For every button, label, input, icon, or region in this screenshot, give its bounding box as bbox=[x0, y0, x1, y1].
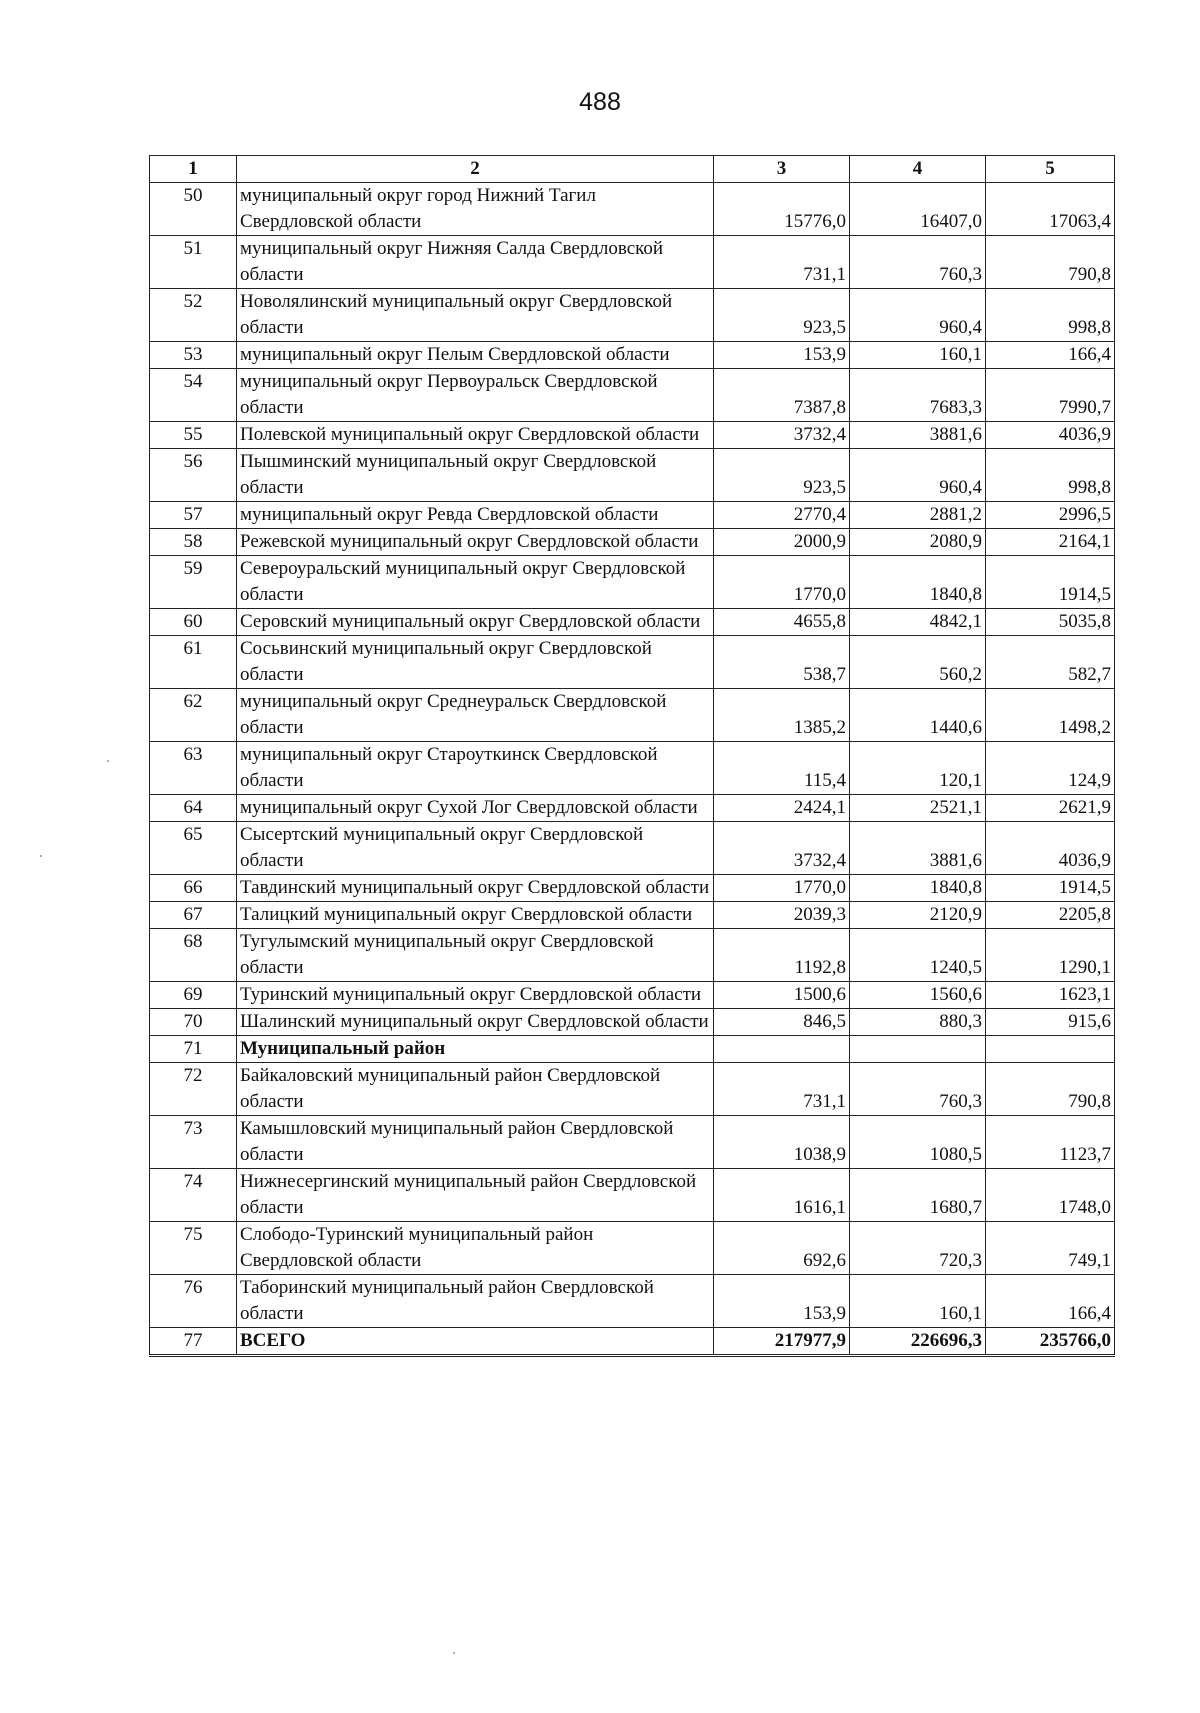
row-number-cell: 51 bbox=[150, 236, 237, 289]
row-number-cell: 50 bbox=[150, 183, 237, 236]
value-col5-cell: 1290,1 bbox=[986, 929, 1115, 982]
value-col3-cell: 2000,9 bbox=[714, 529, 850, 556]
row-number-cell: 74 bbox=[150, 1169, 237, 1222]
table-row bbox=[150, 1275, 1115, 1328]
value-col5-cell: 2164,1 bbox=[986, 529, 1115, 556]
row-number-cell: 76 bbox=[150, 1275, 237, 1328]
table-row bbox=[150, 1063, 1115, 1116]
table-row bbox=[150, 929, 1115, 982]
value-col4-cell: 2080,9 bbox=[850, 529, 986, 556]
value-col3-cell: 7387,8 bbox=[714, 369, 850, 422]
row-number-cell: 57 bbox=[150, 502, 237, 529]
municipality-name-cell: Пышминский муниципальный округ Свердловской области bbox=[237, 449, 714, 502]
value-col4-cell: 7683,3 bbox=[850, 369, 986, 422]
table-row bbox=[150, 369, 1115, 422]
value-col4-cell: 2521,1 bbox=[850, 795, 986, 822]
value-col3-cell: 1616,1 bbox=[714, 1169, 850, 1222]
value-col5-cell: 998,8 bbox=[986, 449, 1115, 502]
row-number-cell: 55 bbox=[150, 422, 237, 449]
row-number-cell: 65 bbox=[150, 822, 237, 875]
value-col3-cell bbox=[714, 1036, 850, 1063]
value-col5-cell: 1914,5 bbox=[986, 556, 1115, 609]
municipality-name-cell: Режевской муниципальный округ Свердловской области bbox=[237, 529, 714, 556]
value-col3-cell: 731,1 bbox=[714, 236, 850, 289]
municipality-name-cell: муниципальный округ Сухой Лог Свердловской области bbox=[237, 795, 714, 822]
row-number-cell: 54 bbox=[150, 369, 237, 422]
value-col3-cell: 217977,9 bbox=[714, 1328, 850, 1356]
value-col4-cell: 3881,6 bbox=[850, 822, 986, 875]
value-col4-cell: 160,1 bbox=[850, 1275, 986, 1328]
municipality-name-cell: Сосьвинский муниципальный округ Свердловской области bbox=[237, 636, 714, 689]
value-col4-cell bbox=[850, 1036, 986, 1063]
table-body bbox=[150, 183, 1115, 1356]
table-row bbox=[150, 982, 1115, 1009]
value-col5-cell: 2996,5 bbox=[986, 502, 1115, 529]
value-col5-cell: 2621,9 bbox=[986, 795, 1115, 822]
value-col5-cell bbox=[986, 1036, 1115, 1063]
row-number-cell: 58 bbox=[150, 529, 237, 556]
value-col3-cell: 1385,2 bbox=[714, 689, 850, 742]
value-col5-cell: 790,8 bbox=[986, 1063, 1115, 1116]
value-col4-cell: 1080,5 bbox=[850, 1116, 986, 1169]
row-number-cell: 69 bbox=[150, 982, 237, 1009]
value-col4-cell: 16407,0 bbox=[850, 183, 986, 236]
row-number-cell: 75 bbox=[150, 1222, 237, 1275]
value-col4-cell: 226696,3 bbox=[850, 1328, 986, 1356]
value-col5-cell: 5035,8 bbox=[986, 609, 1115, 636]
municipality-name-cell: Таборинский муниципальный район Свердловской области bbox=[237, 1275, 714, 1328]
value-col3-cell: 1038,9 bbox=[714, 1116, 850, 1169]
municipality-name-cell: муниципальный округ Нижняя Салда Свердловской области bbox=[237, 236, 714, 289]
value-col3-cell: 923,5 bbox=[714, 449, 850, 502]
value-col4-cell: 760,3 bbox=[850, 1063, 986, 1116]
value-col5-cell: 2205,8 bbox=[986, 902, 1115, 929]
table-row bbox=[150, 609, 1115, 636]
municipality-name-cell: Серовский муниципальный округ Свердловской области bbox=[237, 609, 714, 636]
table-row bbox=[150, 1116, 1115, 1169]
row-number-cell: 52 bbox=[150, 289, 237, 342]
value-col4-cell: 3881,6 bbox=[850, 422, 986, 449]
row-number-cell: 62 bbox=[150, 689, 237, 742]
value-col3-cell: 1192,8 bbox=[714, 929, 850, 982]
value-col3-cell: 538,7 bbox=[714, 636, 850, 689]
budget-table bbox=[149, 155, 1115, 1357]
municipality-name-cell: Полевской муниципальный округ Свердловской области bbox=[237, 422, 714, 449]
table-row bbox=[150, 422, 1115, 449]
row-number-cell: 73 bbox=[150, 1116, 237, 1169]
row-number-cell: 64 bbox=[150, 795, 237, 822]
value-col3-cell: 692,6 bbox=[714, 1222, 850, 1275]
row-number-cell: 63 bbox=[150, 742, 237, 795]
row-number-cell: 71 bbox=[150, 1036, 237, 1063]
table-row bbox=[150, 183, 1115, 236]
table-row bbox=[150, 742, 1115, 795]
header-cell-5: 5 bbox=[986, 156, 1115, 183]
value-col4-cell: 4842,1 bbox=[850, 609, 986, 636]
municipality-name-cell: Талицкий муниципальный округ Свердловской области bbox=[237, 902, 714, 929]
value-col5-cell: 166,4 bbox=[986, 1275, 1115, 1328]
table-row bbox=[150, 289, 1115, 342]
municipality-name-cell: Новолялинский муниципальный округ Свердловской области bbox=[237, 289, 714, 342]
value-col5-cell: 582,7 bbox=[986, 636, 1115, 689]
value-col4-cell: 1680,7 bbox=[850, 1169, 986, 1222]
municipality-name-cell: Камышловский муниципальный район Свердловской области bbox=[237, 1116, 714, 1169]
table-row bbox=[150, 1169, 1115, 1222]
header-cell-1: 1 bbox=[150, 156, 237, 183]
value-col4-cell: 1240,5 bbox=[850, 929, 986, 982]
section-row bbox=[150, 1036, 1115, 1063]
municipality-name-cell: Североуральский муниципальный округ Свердловской области bbox=[237, 556, 714, 609]
value-col5-cell: 17063,4 bbox=[986, 183, 1115, 236]
header-cell-3: 3 bbox=[714, 156, 850, 183]
value-col4-cell: 560,2 bbox=[850, 636, 986, 689]
value-col4-cell: 1840,8 bbox=[850, 875, 986, 902]
table-row bbox=[150, 529, 1115, 556]
row-number-cell: 70 bbox=[150, 1009, 237, 1036]
value-col3-cell: 153,9 bbox=[714, 342, 850, 369]
value-col3-cell: 846,5 bbox=[714, 1009, 850, 1036]
municipality-name-cell: ВСЕГО bbox=[237, 1328, 714, 1356]
scan-speck bbox=[40, 855, 42, 857]
scan-speck bbox=[107, 760, 109, 762]
municipality-name-cell: Нижнесергинский муниципальный район Свердловской области bbox=[237, 1169, 714, 1222]
value-col3-cell: 15776,0 bbox=[714, 183, 850, 236]
value-col5-cell: 1498,2 bbox=[986, 689, 1115, 742]
row-number-cell: 67 bbox=[150, 902, 237, 929]
value-col3-cell: 2424,1 bbox=[714, 795, 850, 822]
municipality-name-cell: муниципальный округ город Нижний Тагил Свердловской области bbox=[237, 183, 714, 236]
municipality-name-cell: Тугулымский муниципальный округ Свердловской области bbox=[237, 929, 714, 982]
value-col3-cell: 3732,4 bbox=[714, 422, 850, 449]
value-col5-cell: 235766,0 bbox=[986, 1328, 1115, 1356]
value-col5-cell: 7990,7 bbox=[986, 369, 1115, 422]
table-row bbox=[150, 636, 1115, 689]
total-row bbox=[150, 1328, 1115, 1356]
municipality-name-cell: муниципальный округ Первоуральск Свердловской области bbox=[237, 369, 714, 422]
value-col3-cell: 153,9 bbox=[714, 1275, 850, 1328]
value-col4-cell: 120,1 bbox=[850, 742, 986, 795]
row-number-cell: 72 bbox=[150, 1063, 237, 1116]
scan-speck bbox=[453, 1652, 455, 1654]
value-col4-cell: 760,3 bbox=[850, 236, 986, 289]
table-row bbox=[150, 902, 1115, 929]
value-col4-cell: 1560,6 bbox=[850, 982, 986, 1009]
value-col4-cell: 880,3 bbox=[850, 1009, 986, 1036]
table-row bbox=[150, 556, 1115, 609]
row-number-cell: 61 bbox=[150, 636, 237, 689]
table-row bbox=[150, 449, 1115, 502]
row-number-cell: 66 bbox=[150, 875, 237, 902]
header-cell-2: 2 bbox=[237, 156, 714, 183]
value-col5-cell: 915,6 bbox=[986, 1009, 1115, 1036]
row-number-cell: 53 bbox=[150, 342, 237, 369]
row-number-cell: 77 bbox=[150, 1328, 237, 1356]
header-row bbox=[150, 156, 1115, 183]
value-col5-cell: 749,1 bbox=[986, 1222, 1115, 1275]
value-col4-cell: 960,4 bbox=[850, 289, 986, 342]
row-number-cell: 60 bbox=[150, 609, 237, 636]
municipality-name-cell: Байкаловский муниципальный район Свердловской области bbox=[237, 1063, 714, 1116]
page-number: 488 bbox=[579, 88, 621, 116]
value-col4-cell: 2881,2 bbox=[850, 502, 986, 529]
municipality-name-cell: Слободо-Туринский муниципальный район Свердловской области bbox=[237, 1222, 714, 1275]
value-col5-cell: 4036,9 bbox=[986, 422, 1115, 449]
municipality-name-cell: муниципальный округ Среднеуральск Свердловской области bbox=[237, 689, 714, 742]
value-col5-cell: 124,9 bbox=[986, 742, 1115, 795]
table-header bbox=[150, 156, 1115, 183]
value-col4-cell: 160,1 bbox=[850, 342, 986, 369]
municipality-name-cell: Сысертский муниципальный округ Свердловской области bbox=[237, 822, 714, 875]
table-row bbox=[150, 689, 1115, 742]
value-col3-cell: 731,1 bbox=[714, 1063, 850, 1116]
row-number-cell: 56 bbox=[150, 449, 237, 502]
value-col5-cell: 1123,7 bbox=[986, 1116, 1115, 1169]
municipality-name-cell: муниципальный округ Пелым Свердловской области bbox=[237, 342, 714, 369]
table-row bbox=[150, 875, 1115, 902]
municipality-name-cell: Муниципальный район bbox=[237, 1036, 714, 1063]
table-row bbox=[150, 502, 1115, 529]
municipality-name-cell: муниципальный округ Староуткинск Свердловской области bbox=[237, 742, 714, 795]
value-col5-cell: 998,8 bbox=[986, 289, 1115, 342]
municipality-name-cell: Шалинский муниципальный округ Свердловской области bbox=[237, 1009, 714, 1036]
table-row bbox=[150, 1222, 1115, 1275]
value-col5-cell: 166,4 bbox=[986, 342, 1115, 369]
value-col5-cell: 790,8 bbox=[986, 236, 1115, 289]
table-row bbox=[150, 1009, 1115, 1036]
value-col3-cell: 1770,0 bbox=[714, 875, 850, 902]
row-number-cell: 59 bbox=[150, 556, 237, 609]
value-col4-cell: 1840,8 bbox=[850, 556, 986, 609]
value-col3-cell: 1770,0 bbox=[714, 556, 850, 609]
value-col4-cell: 960,4 bbox=[850, 449, 986, 502]
value-col4-cell: 2120,9 bbox=[850, 902, 986, 929]
header-cell-4: 4 bbox=[850, 156, 986, 183]
value-col5-cell: 1914,5 bbox=[986, 875, 1115, 902]
value-col4-cell: 1440,6 bbox=[850, 689, 986, 742]
value-col3-cell: 115,4 bbox=[714, 742, 850, 795]
value-col4-cell: 720,3 bbox=[850, 1222, 986, 1275]
value-col3-cell: 923,5 bbox=[714, 289, 850, 342]
value-col5-cell: 1748,0 bbox=[986, 1169, 1115, 1222]
value-col3-cell: 1500,6 bbox=[714, 982, 850, 1009]
table-row bbox=[150, 822, 1115, 875]
municipality-name-cell: Туринский муниципальный округ Свердловской области bbox=[237, 982, 714, 1009]
table-row bbox=[150, 795, 1115, 822]
value-col3-cell: 4655,8 bbox=[714, 609, 850, 636]
value-col5-cell: 1623,1 bbox=[986, 982, 1115, 1009]
value-col3-cell: 2039,3 bbox=[714, 902, 850, 929]
row-number-cell: 68 bbox=[150, 929, 237, 982]
value-col3-cell: 3732,4 bbox=[714, 822, 850, 875]
municipality-name-cell: муниципальный округ Ревда Свердловской области bbox=[237, 502, 714, 529]
table-row bbox=[150, 342, 1115, 369]
value-col5-cell: 4036,9 bbox=[986, 822, 1115, 875]
table-row bbox=[150, 236, 1115, 289]
value-col3-cell: 2770,4 bbox=[714, 502, 850, 529]
municipality-name-cell: Тавдинский муниципальный округ Свердловской области bbox=[237, 875, 714, 902]
